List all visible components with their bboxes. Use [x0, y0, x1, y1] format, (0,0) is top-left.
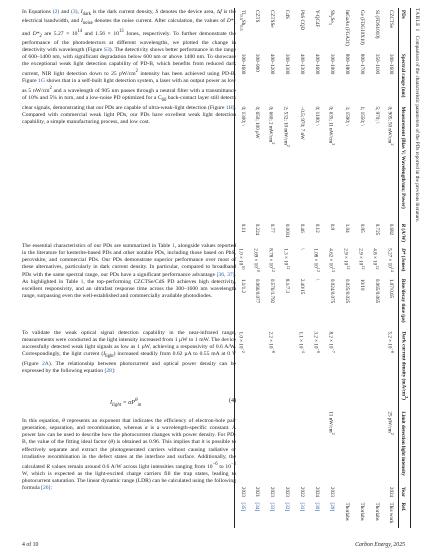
cell-responsivity: 0.682	[388, 223, 395, 236]
table-row	[383, 8, 398, 528]
cell-rise-decay: 0.024/0.075	[328, 278, 335, 304]
table-row	[264, 8, 279, 528]
table-row	[294, 8, 309, 528]
cell-measurement: 5; 970; \	[373, 106, 380, 124]
cell-limit-detection	[264, 409, 279, 484]
header-responsivity: R (A/W)	[400, 223, 407, 242]
cell-dark-current	[279, 330, 294, 410]
cell-ref: Thorlabs	[358, 502, 365, 521]
cell-year	[339, 485, 354, 501]
paragraph-table-summary: The essential characteristics of our PDs are summarized in Table 1, alongside values reported in the literature for kesterite-based PDs and other notable PDs, including those based on PbS, perovskite, and commercial PDs. Our PDs demonstrate superior performance over most of these alternatives, particularly in dark current density. In particular, compared to broadband PDs with the same spectral range, our PDs have a significant performance advantage [36, 37]. As highlighted in Table 1, the top-performing CZCTSe/CdS PD achieves high detectivity, excellent responsivity, and an ultrafast response time across the 300–1600 nm wavelength range, surpassing even the well-established and commercially available photodiodes.	[22, 243, 236, 300]
header-rise-decay: Rise/decay time (µs)	[400, 278, 407, 323]
cell-ref: [30]	[314, 502, 321, 512]
cell-measurement: −0.5; 970; 7 nW	[299, 106, 306, 140]
cell-measurement: 2; 532; 10 $mW/cm^2$	[282, 106, 292, 147]
cell-detectivity: $4.62 \times 10^{13}$	[327, 248, 336, 272]
cell-rise-decay: 0.066/0.077	[254, 278, 261, 304]
cell-dark-current: $3.2 \times 10^{-9}$	[312, 331, 321, 353]
cell-limit-detection: 25 $pW/cm^2$	[386, 411, 396, 435]
cell-responsivity: 0.46	[299, 223, 306, 233]
cell-detectivity: $1.0 \times 10^{10}$	[237, 248, 247, 270]
cell-limit-detection	[249, 409, 264, 484]
cell-responsivity: 0.95	[358, 223, 365, 233]
cell-spectral-range: 800–1800	[343, 53, 350, 75]
cell-detectivity: $8.78 \times 10^{12}$	[267, 248, 277, 272]
table-caption-text: Comparison of the characteristic parameters of the PDs reported in the previous literature.	[414, 35, 420, 223]
paragraph-weak-signal: To validate the weak optical signal detection capability in the near-infrared range, measurements were conducted as the light intensity increased from 1 µW to 1 mW. The device successfully detected weak light signals as low as 1 µW, achieving a responsivity of 0.6 A/W. Correspondingly, the light current $(I_{light})$ increased steadily from 0.62 µA to 0.55 mA at 0 V (Figure 2A). The relationship between photocurrent and optical power density can be expressed by the following equation [28]:	[22, 330, 236, 374]
cell-responsivity: 0.12	[314, 223, 321, 233]
cell-rise-decay: 1.07/0.65	[388, 278, 395, 299]
cell-limit-detection	[369, 409, 384, 484]
cell-ref: [34]	[254, 502, 261, 512]
cell-ref: [32]	[284, 502, 291, 512]
cell-measurement: 0; 1100; \	[314, 106, 321, 126]
cell-limit-detection: 11 $nW/cm^2$	[327, 411, 336, 435]
journal-name: Carbon Energy, 2025	[355, 542, 405, 548]
equation-4-number: (4)	[229, 398, 236, 404]
cell-limit-detection	[294, 409, 309, 484]
cell-year: 2024	[314, 486, 321, 498]
cell-pd: Ge (FDG10X10)	[358, 10, 365, 45]
cell-spectral-range: 350–1100	[373, 53, 380, 75]
cell-dark-current: $5.2 \times 10^{-8}$	[386, 331, 396, 353]
paragraph-detectivity: In Equations (2) and (3), $I_{dark}$ is the dark current density, S denotes the device area, Δf is the electrical bandwidth, and $I_{noise}$ denotes the noise current. After calculation, the values of $D*_1$ and $D*_2$ are $5.27 \times 10^{14}$ and $1.56 \times 10^{13}$ Jones, respectively. To further demonstrate the performance of the photodetectors at different wavelengths, we plotted the change in detectivity with wavelength (Figure S3). The detectivity shows better performance in the range of 600–1400 nm, with significant degradation below 600 nm or above 1400 nm. To showcase the exceptional weak light detection capability of PD-B, which benefits from reduced dark current, NIR light detection down to 25 $pW/cm^2$ intensity has been achieved using PD-B. Figure 1G shows that in a self-built light detection system, a laser with an output power as low as 5 $nW/cm^2$ and a wavelength of 905 nm passes through a neutral filter with a transmittance of 10% and 5% in turn, and a low-noise PD optimized for a $C_{60}$ back-contact layer still detects clear signals, demonstrating that our PDs are capable of ultra-weak-light detection (Figure 1H). Compared with commercial weak light PDs, our PDs have excellent weak light detection capability, a simple manufacturing process, and low cost.	[22, 9, 236, 126]
cell-responsivity: 0.0031	[284, 223, 291, 238]
cell-dark-current	[354, 330, 369, 410]
cell-dark-current: $8.2 \times 10^{-7}$	[327, 331, 336, 353]
cell-dark-current	[369, 330, 384, 410]
table-row	[249, 8, 264, 528]
cell-limit-detection	[279, 409, 294, 484]
cell-responsivity: 0.9	[328, 223, 335, 231]
cell-measurement: 0; 635; 11 $nW/cm^2$	[327, 106, 336, 146]
table-row	[339, 8, 354, 528]
cell-year: 2024	[388, 486, 395, 498]
cell-year: 2023	[269, 486, 276, 498]
cell-pd: Y-QC4F	[314, 10, 321, 28]
cell-ref: This work	[388, 502, 395, 524]
cell-measurement: 0; 650; 100 µW	[254, 106, 261, 139]
cell-ref: [31]	[299, 502, 306, 512]
header-year: Year	[400, 486, 407, 498]
table-row	[369, 8, 384, 528]
cell-pd: InGaAs (FGA21)	[343, 10, 350, 46]
table-row	[309, 8, 324, 528]
cell-limit-detection	[339, 409, 354, 484]
cell-rise-decay: 2.40/15	[299, 278, 306, 295]
table-row	[354, 8, 369, 528]
cell-pd: CZCTSe	[388, 10, 395, 29]
cell-pd: Si (FDS1010)	[373, 10, 380, 39]
cell-spectral-range: 300–1000	[328, 53, 335, 75]
table-row	[234, 8, 249, 528]
cell-detectivity: $2.69 \times 10^{10}$	[252, 248, 262, 272]
cell-detectivity: $1.08 \times 10^{12}$	[312, 248, 321, 272]
cell-detectivity: $4.8 \times 10^{12}$	[371, 248, 381, 270]
cell-dark-current: $1.0 \times 10^{-2}$	[237, 331, 247, 353]
cell-measurement: 3; 1590; \	[343, 106, 350, 126]
header-detectivity: D* (Jones)	[400, 248, 407, 272]
header-pd: PDs	[400, 10, 407, 19]
table-caption	[412, 8, 421, 528]
cell-rise-decay: \	[314, 278, 321, 281]
cell-spectral-range: 300–900	[254, 53, 261, 72]
cell-responsivity: 0.725	[373, 223, 380, 236]
cell-year: 2023	[284, 486, 291, 498]
cell-year: 2023	[328, 486, 335, 498]
cell-responsivity: 0.77	[269, 223, 276, 233]
cell-rise-decay: 1.1/1.2	[239, 278, 246, 294]
cell-ref: [33]	[269, 502, 276, 512]
cell-responsivity: 0.224	[254, 223, 261, 236]
table-caption-label: TABLE 1	[414, 8, 420, 32]
cell-pd: $Sb_2Se_3$	[328, 10, 336, 25]
cell-year	[369, 485, 384, 501]
cell-detectivity: $5.27 \times 10^{14}$	[386, 248, 396, 272]
equation-4-body: $I_{light} = \alpha P^\theta_{in}$	[110, 398, 142, 409]
cell-responsivity: 1.04	[343, 223, 350, 233]
header-ref: Ref.	[400, 502, 407, 512]
cell-spectral-range: 400–1300	[299, 53, 306, 75]
cell-ref: [35]	[239, 502, 246, 512]
header-dark-current: Dark current density $(mA/cm^2)$	[400, 331, 409, 400]
cell-pd: CdS	[284, 10, 291, 19]
cell-rise-decay: 0.065/0.065	[373, 278, 380, 304]
cell-spectral-range: 400–1200	[269, 53, 276, 75]
cell-dark-current: $2.2 \times 10^{-8}$	[267, 331, 277, 353]
cell-year: 2023	[239, 486, 246, 498]
table-1-region	[237, 8, 421, 528]
page-number: 4 of 10	[22, 542, 39, 548]
table-body	[234, 8, 399, 528]
cell-measurement: 1; 1550; \	[358, 106, 365, 126]
cell-rise-decay: 10/10	[358, 278, 365, 291]
cell-measurement: 0; 660; 2 $mW/cm^2$	[267, 106, 277, 145]
comparison-table	[234, 8, 411, 528]
header-measurement: Measurement (Bias V; Wavelength/nm; Power)	[400, 106, 407, 209]
cell-measurement: 0; 905; 50 $nW/cm^2$	[386, 106, 396, 146]
cell-dark-current	[339, 330, 354, 410]
cell-detectivity: $2.9 \times 10^{12}$	[356, 248, 366, 270]
cell-measurement: 0; 1300; \	[239, 106, 246, 126]
cell-rise-decay: 0.576/1.792	[269, 278, 276, 304]
cell-ref: Thorlabs	[373, 502, 380, 521]
cell-spectral-range: 800–1700	[358, 53, 365, 75]
table-header-row	[399, 8, 411, 528]
header-spectral-range: Spectral range (nm)	[400, 53, 407, 98]
paragraph-power-law: In this equation, θ represents an exponent that indicates the efficiency of electron-hole pair generation, separation, and recombination, whereas α is a wavelength-specific constant. A power law can be used to describe how the photocurrent changes with power density. For PD-B, the value of the fitting ideal factor (θ) is obtained as 0.96. This implies that it is possible to effectively separate and extract the photogenerated carriers without causing radiative or irradiative recombination in the defect states at the interface and surface. Additionally, the calculated R values remain around 0.6 A/W across light intensities ranging from $10^{-6}$ to $10^{-3}$ W, which is expected as the light-excited charge carriers fill the trap states, leading to photocurrent saturation. The linear dynamic range (LDR) can be calculated using the following formula [26]:	[22, 418, 236, 492]
cell-dark-current	[249, 330, 264, 410]
cell-spectral-range: 400–1600	[314, 53, 321, 75]
cell-limit-detection	[309, 409, 324, 484]
cell-detectivity: $2.9 \times 10^{12}$	[341, 248, 351, 270]
cell-responsivity: 0.11	[239, 223, 246, 233]
page-footer	[22, 542, 405, 548]
cell-detectivity: \	[299, 248, 306, 250]
table-row	[279, 8, 294, 528]
cell-spectral-range: 300–1600	[239, 53, 246, 75]
cell-spectral-range: 300–1300	[284, 53, 291, 75]
cell-year	[354, 485, 369, 501]
cell-pd: $Tl_{0.5}Sb_{0.5}$	[239, 10, 247, 31]
cell-year: 2022	[299, 486, 306, 498]
cell-limit-detection	[234, 409, 249, 484]
cell-dark-current: $1.1 \times 10^{-4}$	[297, 331, 306, 353]
cell-pd: CZTS	[254, 10, 261, 23]
cell-detectivity: $1.3 \times 10^{12}$	[282, 248, 292, 270]
cell-rise-decay: 0.025/0.025	[343, 278, 350, 304]
cell-rise-decay: 8.1/7.3	[284, 278, 291, 294]
cell-limit-detection	[354, 409, 369, 484]
cell-spectral-range: 300–1600	[388, 53, 395, 75]
cell-pd: CZTSSe	[269, 10, 276, 28]
cell-year: 2021	[254, 486, 261, 498]
cell-ref: Thorlabs	[343, 502, 350, 521]
header-limit-detection: Limit detection light intensity	[400, 411, 407, 476]
cell-ref: [29]	[328, 502, 335, 512]
table-1-rotated	[237, 8, 421, 528]
cell-pd: PbS CQD	[299, 10, 306, 31]
table-row	[324, 8, 339, 528]
